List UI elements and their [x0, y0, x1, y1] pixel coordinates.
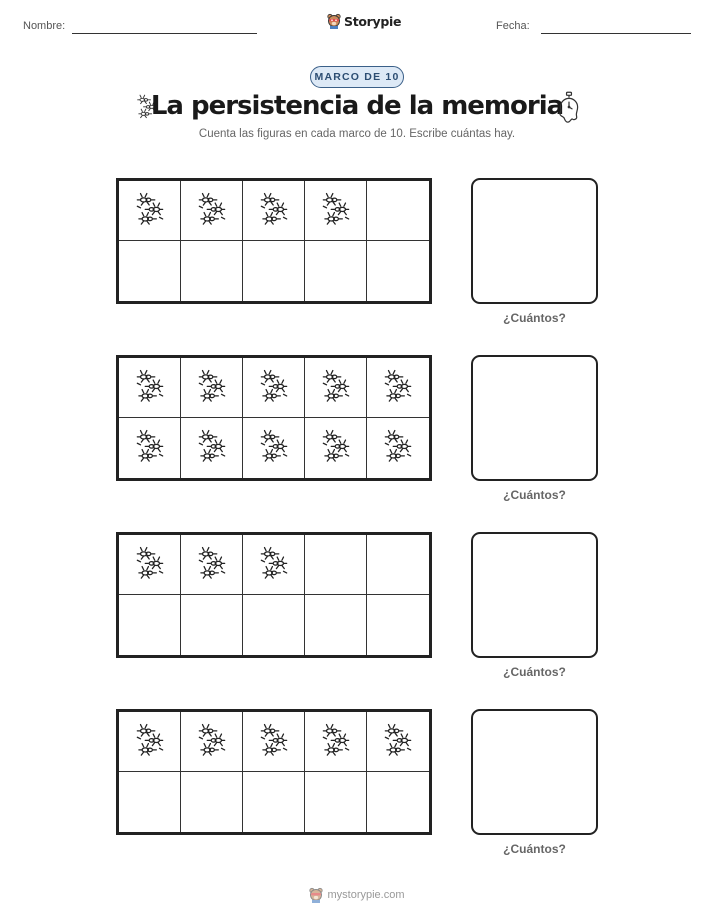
- answer-box-3[interactable]: [471, 532, 598, 658]
- ants-icon: [131, 429, 169, 467]
- ants-icon: [193, 369, 231, 407]
- frame-cell: [367, 241, 429, 301]
- frame-cell: [305, 241, 367, 301]
- ten-frame-2: [116, 355, 432, 481]
- frame-cell: [243, 535, 305, 595]
- frame-cell: [243, 595, 305, 655]
- frame-cell: [305, 712, 367, 772]
- frame-cell: [181, 535, 243, 595]
- frame-cell: [367, 772, 429, 832]
- ants-icon: [131, 369, 169, 407]
- frame-cell: [181, 241, 243, 301]
- answer-label-4: ¿Cuántos?: [503, 842, 566, 856]
- ants-icon: [379, 723, 417, 761]
- frame-cell: [119, 418, 181, 478]
- ants-icon: [131, 723, 169, 761]
- frame-cell: [367, 712, 429, 772]
- ten-frame-1: [116, 178, 432, 304]
- frame-cell: [119, 535, 181, 595]
- ants-icon: [131, 192, 169, 230]
- frame-cell: [181, 358, 243, 418]
- frame-cell: [305, 595, 367, 655]
- ants-icon: [317, 192, 355, 230]
- ants-icon: [379, 429, 417, 467]
- footer-site: mystorypie.com: [327, 889, 405, 901]
- answer-label-1: ¿Cuántos?: [503, 311, 566, 325]
- frame-cell: [243, 241, 305, 301]
- ten-frame-3: [116, 532, 432, 658]
- frame-cell: [181, 181, 243, 241]
- frame-cell: [181, 772, 243, 832]
- name-line[interactable]: [72, 33, 257, 34]
- footer: [0, 887, 714, 903]
- frame-cell: [243, 712, 305, 772]
- frame-cell: [367, 181, 429, 241]
- ants-icon: [193, 429, 231, 467]
- frame-cell: [305, 358, 367, 418]
- topic-badge: MARCO DE 10: [310, 66, 404, 88]
- frame-cell: [243, 418, 305, 478]
- frame-cell: [367, 358, 429, 418]
- frame-cell: [119, 241, 181, 301]
- bear-logo-icon: [327, 13, 341, 29]
- frame-cell: [243, 358, 305, 418]
- ants-icon: [255, 429, 293, 467]
- name-label: Nombre:: [23, 20, 66, 32]
- ants-icon: [317, 369, 355, 407]
- ants-icon: [255, 546, 293, 584]
- answer-label-3: ¿Cuántos?: [503, 665, 566, 679]
- ants-icon: [317, 723, 355, 761]
- brand-logo: [327, 13, 401, 29]
- ants-icon: [379, 369, 417, 407]
- frame-cell: [367, 595, 429, 655]
- ants-icon: [255, 369, 293, 407]
- frame-cell: [181, 595, 243, 655]
- frame-cell: [243, 772, 305, 832]
- frame-cell: [305, 535, 367, 595]
- ants-icon: [317, 429, 355, 467]
- frame-cell: [119, 595, 181, 655]
- ants-icon: [255, 723, 293, 761]
- ants-icon: [193, 723, 231, 761]
- frame-cell: [305, 772, 367, 832]
- frame-cell: [243, 181, 305, 241]
- answer-box-2[interactable]: [471, 355, 598, 481]
- frame-cell: [119, 772, 181, 832]
- frame-cell: [119, 358, 181, 418]
- frame-cell: [305, 181, 367, 241]
- ants-icon: [193, 546, 231, 584]
- frame-cell: [367, 418, 429, 478]
- frame-cell: [119, 181, 181, 241]
- ten-frame-4: [116, 709, 432, 835]
- page-title: La persistencia de la memoria: [150, 91, 564, 121]
- melting-watch-icon: [554, 91, 584, 123]
- frame-cell: [367, 535, 429, 595]
- frame-cell: [181, 712, 243, 772]
- ants-icon: [193, 192, 231, 230]
- frame-cell: [181, 418, 243, 478]
- instructions: Cuenta las figuras en cada marco de 10. Escribe cuántas hay.: [198, 128, 516, 140]
- answer-label-2: ¿Cuántos?: [503, 488, 566, 502]
- answer-box-4[interactable]: [471, 709, 598, 835]
- date-line[interactable]: [541, 33, 691, 34]
- date-label: Fecha:: [496, 20, 530, 32]
- bear-logo-icon: [309, 887, 323, 903]
- brand-name: Storypie: [344, 13, 402, 29]
- ants-icon: [131, 546, 169, 584]
- answer-box-1[interactable]: [471, 178, 598, 304]
- ants-icon: [255, 192, 293, 230]
- frame-cell: [119, 712, 181, 772]
- frame-cell: [305, 418, 367, 478]
